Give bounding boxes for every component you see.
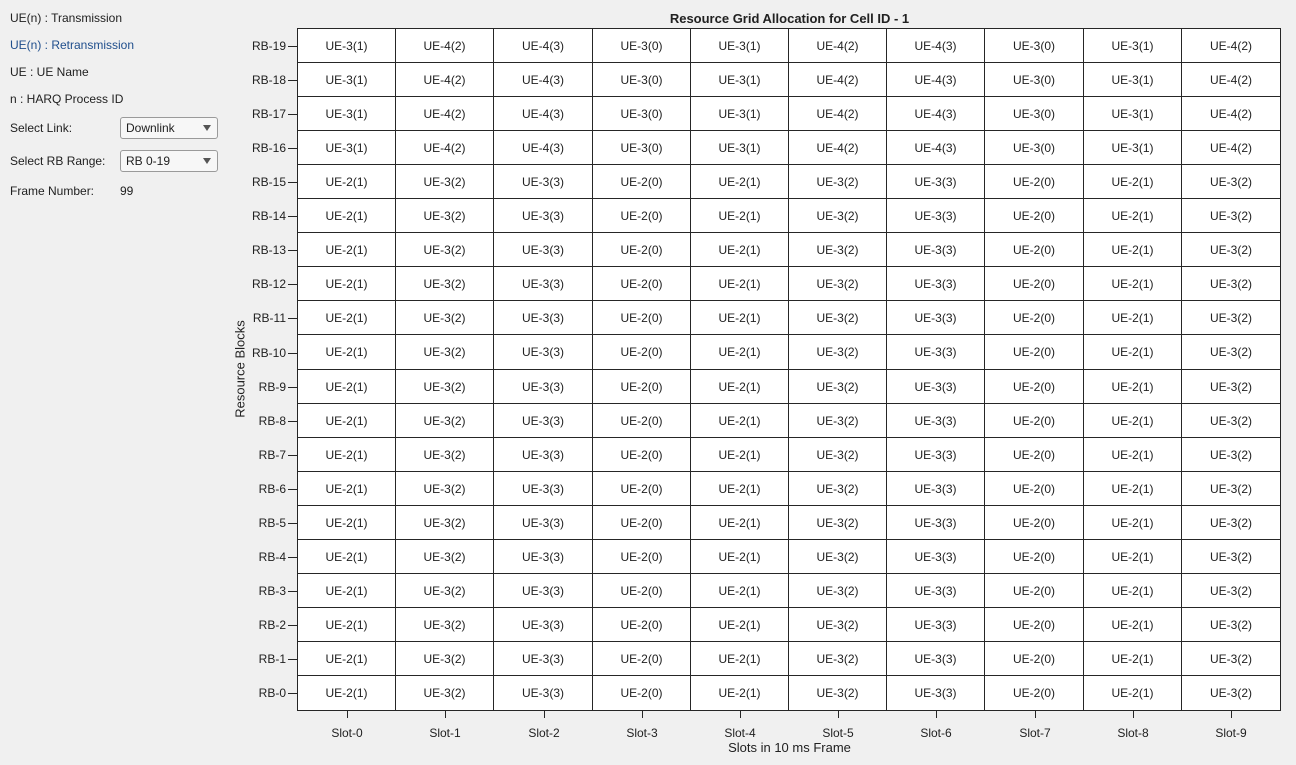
link-dropdown-value: Downlink — [126, 121, 175, 135]
grid-cell[interactable]: UE-2(0) — [593, 472, 691, 506]
grid-cell[interactable]: UE-3(1) — [298, 97, 396, 131]
grid-cell[interactable]: UE-2(0) — [985, 676, 1084, 710]
grid-cell[interactable]: UE-2(1) — [1084, 370, 1182, 404]
grid-cell[interactable]: UE-3(3) — [887, 267, 985, 301]
grid-cell[interactable]: UE-2(1) — [1084, 404, 1182, 438]
grid-cell[interactable]: UE-2(1) — [298, 642, 396, 676]
grid-cell[interactable]: UE-2(1) — [691, 233, 789, 267]
grid-cell[interactable]: UE-2(0) — [593, 404, 691, 438]
x-tick — [1231, 711, 1232, 718]
x-tick — [445, 711, 446, 718]
grid-cell[interactable]: UE-2(0) — [593, 540, 691, 574]
grid-cell[interactable]: UE-3(3) — [494, 199, 593, 233]
grid-cell[interactable]: UE-3(2) — [1182, 370, 1280, 404]
dropdown-arrow-icon — [203, 158, 211, 164]
rb-label: RB-2 — [258, 618, 286, 632]
grid-cell[interactable]: UE-2(1) — [1084, 267, 1182, 301]
y-tick — [288, 182, 297, 183]
y-tick — [288, 625, 297, 626]
grid-cell[interactable]: UE-3(3) — [494, 506, 593, 540]
y-tick — [288, 489, 297, 490]
rb-label: RB-14 — [251, 209, 286, 223]
grid-cell[interactable]: UE-2(1) — [298, 472, 396, 506]
grid-cell[interactable]: UE-2(1) — [1084, 574, 1182, 608]
grid-cell[interactable]: UE-2(1) — [298, 165, 396, 199]
y-tick — [288, 421, 297, 422]
grid-cell[interactable]: UE-3(2) — [789, 165, 887, 199]
y-tick — [288, 557, 297, 558]
grid-cell[interactable]: UE-2(1) — [298, 676, 396, 710]
grid-cell[interactable]: UE-3(1) — [1084, 29, 1182, 63]
grid-cell[interactable]: UE-3(3) — [887, 165, 985, 199]
grid-cell[interactable]: UE-3(1) — [1084, 63, 1182, 97]
grid-cell[interactable]: UE-2(0) — [985, 267, 1084, 301]
x-tick — [936, 711, 937, 718]
rb-label: RB-11 — [252, 311, 286, 325]
grid-cell[interactable]: UE-2(0) — [985, 472, 1084, 506]
slot-label: Slot-9 — [1215, 726, 1247, 740]
grid-cell[interactable]: UE-3(3) — [887, 233, 985, 267]
grid-cell[interactable]: UE-4(3) — [887, 131, 985, 165]
grid-cell[interactable]: UE-3(2) — [789, 608, 887, 642]
x-tick — [740, 711, 741, 718]
grid-cell[interactable]: UE-2(0) — [985, 608, 1084, 642]
grid-cell[interactable]: UE-4(2) — [789, 97, 887, 131]
grid-cell[interactable]: UE-2(1) — [691, 301, 789, 335]
rb-label: RB-9 — [258, 380, 286, 394]
grid-cell[interactable]: UE-2(1) — [1084, 165, 1182, 199]
grid-cell[interactable]: UE-4(2) — [789, 63, 887, 97]
grid-cell[interactable]: UE-3(0) — [593, 97, 691, 131]
grid-cell[interactable]: UE-4(2) — [1182, 29, 1280, 63]
grid-cell[interactable]: UE-3(3) — [494, 574, 593, 608]
grid-cell[interactable]: UE-3(0) — [985, 97, 1084, 131]
grid-cell[interactable]: UE-3(2) — [789, 472, 887, 506]
grid-cell[interactable]: UE-2(1) — [691, 335, 789, 370]
grid-cell[interactable]: UE-3(1) — [298, 131, 396, 165]
grid-cell[interactable]: UE-2(0) — [593, 642, 691, 676]
y-tick — [288, 659, 297, 660]
grid-cell[interactable]: UE-3(3) — [887, 438, 985, 472]
grid-cell[interactable]: UE-4(2) — [396, 97, 494, 131]
grid-cell[interactable]: UE-2(0) — [593, 608, 691, 642]
grid-cell[interactable]: UE-2(0) — [593, 199, 691, 233]
select-rb-range-label: Select RB Range: — [10, 154, 106, 168]
grid-cell[interactable]: UE-2(1) — [298, 574, 396, 608]
grid-cell[interactable]: UE-3(1) — [691, 131, 789, 165]
grid-cell[interactable]: UE-3(2) — [1182, 438, 1280, 472]
grid-cell[interactable]: UE-2(1) — [691, 608, 789, 642]
grid-cell[interactable]: UE-2(1) — [1084, 472, 1182, 506]
slot-label: Slot-1 — [429, 726, 461, 740]
grid-cell[interactable]: UE-2(1) — [298, 233, 396, 267]
grid-cell[interactable]: UE-3(2) — [396, 574, 494, 608]
x-axis-title: Slots in 10 ms Frame — [728, 740, 851, 755]
y-tick — [288, 693, 297, 694]
grid-cell[interactable]: UE-2(1) — [1084, 506, 1182, 540]
y-axis-title: Resource Blocks — [232, 320, 248, 418]
rb-label: RB-1 — [258, 652, 286, 666]
grid-cell[interactable]: UE-3(2) — [1182, 199, 1280, 233]
grid-cell[interactable]: UE-3(2) — [789, 506, 887, 540]
grid-cell[interactable]: UE-3(3) — [494, 438, 593, 472]
grid-cell[interactable]: UE-4(3) — [887, 63, 985, 97]
grid-cell[interactable]: UE-3(3) — [494, 335, 593, 370]
y-tick — [288, 148, 297, 149]
rb-label: RB-10 — [251, 346, 286, 360]
grid-cell[interactable]: UE-3(2) — [396, 165, 494, 199]
grid-cell[interactable]: UE-3(3) — [494, 540, 593, 574]
x-tick — [1133, 711, 1134, 718]
grid-cell[interactable]: UE-3(2) — [789, 642, 887, 676]
grid-cell[interactable]: UE-4(2) — [396, 29, 494, 63]
rb-label: RB-16 — [251, 141, 286, 155]
grid-cell[interactable]: UE-3(2) — [396, 199, 494, 233]
grid-cell[interactable]: UE-3(2) — [1182, 472, 1280, 506]
grid-cell[interactable]: UE-2(0) — [593, 438, 691, 472]
grid-cell[interactable]: UE-2(1) — [298, 438, 396, 472]
grid-cell[interactable]: UE-3(2) — [1182, 233, 1280, 267]
y-tick — [288, 284, 297, 285]
grid-cell[interactable]: UE-2(0) — [593, 574, 691, 608]
slot-label: Slot-8 — [1117, 726, 1149, 740]
grid-cell[interactable]: UE-3(2) — [789, 233, 887, 267]
rb-label: RB-4 — [258, 550, 286, 564]
grid-cell[interactable]: UE-3(1) — [1084, 97, 1182, 131]
rb-range-dropdown-value: RB 0-19 — [126, 154, 171, 168]
grid-cell[interactable]: UE-3(3) — [494, 404, 593, 438]
grid-cell[interactable]: UE-3(1) — [298, 63, 396, 97]
grid-cell[interactable]: UE-2(0) — [593, 506, 691, 540]
y-tick — [288, 216, 297, 217]
grid-cell[interactable]: UE-2(0) — [593, 165, 691, 199]
grid-cell[interactable]: UE-3(3) — [494, 472, 593, 506]
y-tick — [288, 523, 297, 524]
grid-cell[interactable]: UE-2(0) — [985, 438, 1084, 472]
grid-cell[interactable]: UE-3(3) — [887, 676, 985, 710]
grid-cell[interactable]: UE-2(0) — [985, 642, 1084, 676]
grid-cell[interactable]: UE-3(2) — [396, 472, 494, 506]
grid-cell[interactable]: UE-4(2) — [789, 29, 887, 63]
frame-number-value: 99 — [120, 184, 134, 198]
grid-cell[interactable]: UE-3(2) — [396, 301, 494, 335]
grid-cell[interactable]: UE-4(3) — [494, 29, 593, 63]
grid-cell[interactable]: UE-2(0) — [593, 676, 691, 710]
grid-cell[interactable]: UE-3(2) — [1209, 686, 1252, 700]
rb-label: RB-13 — [251, 243, 286, 257]
grid-cell[interactable]: UE-3(2) — [396, 642, 494, 676]
grid-cell[interactable]: UE-3(1) — [298, 29, 396, 63]
grid-cell[interactable]: UE-3(3) — [887, 370, 985, 404]
grid-cell[interactable]: UE-2(0) — [593, 370, 691, 404]
y-tick — [288, 114, 297, 115]
grid-cell[interactable]: UE-3(2) — [789, 676, 887, 710]
grid-cell[interactable]: UE-3(2) — [1182, 335, 1280, 370]
grid-cell[interactable]: UE-3(0) — [593, 29, 691, 63]
grid-cell[interactable]: UE-2(1) — [691, 540, 789, 574]
grid-cell[interactable]: UE-4(2) — [396, 131, 494, 165]
grid-cell[interactable]: UE-3(2) — [789, 335, 887, 370]
grid-cell[interactable]: UE-2(1) — [298, 199, 396, 233]
grid-cell[interactable]: UE-3(2) — [1182, 404, 1280, 438]
grid-cell[interactable]: UE-3(0) — [985, 29, 1084, 63]
grid-cell[interactable]: UE-2(1) — [691, 267, 789, 301]
grid-cell[interactable]: UE-3(3) — [494, 608, 593, 642]
grid-cell[interactable]: UE-2(0) — [593, 301, 691, 335]
y-tick — [288, 387, 297, 388]
grid-cell[interactable]: UE-3(2) — [1182, 267, 1280, 301]
grid-cell[interactable]: UE-2(1) — [298, 370, 396, 404]
grid-cell[interactable]: UE-3(3) — [494, 301, 593, 335]
grid-cell[interactable]: UE-3(2) — [396, 540, 494, 574]
grid-cell[interactable]: UE-3(3) — [494, 165, 593, 199]
y-tick — [288, 80, 297, 81]
rb-label: RB-8 — [258, 414, 286, 428]
grid-cell[interactable]: UE-4(3) — [887, 29, 985, 63]
grid-cell[interactable]: UE-3(3) — [887, 574, 985, 608]
grid-cell[interactable]: UE-4(2) — [1182, 97, 1280, 131]
grid-cell[interactable]: UE-2(0) — [593, 233, 691, 267]
legend-transmission: UE(n) : Transmission — [10, 11, 123, 25]
rb-label: RB-19 — [251, 39, 286, 53]
rb-label: RB-6 — [258, 482, 286, 496]
x-tick — [642, 711, 643, 718]
legend-harq: n : HARQ Process ID — [10, 92, 124, 106]
slot-label: Slot-3 — [626, 726, 658, 740]
rb-range-dropdown[interactable] — [120, 150, 218, 172]
grid-cell[interactable]: UE-3(2) — [789, 540, 887, 574]
grid-cell[interactable]: UE-3(2) — [1182, 642, 1280, 676]
slot-label: Slot-0 — [331, 726, 363, 740]
grid-cell[interactable]: UE-3(2) — [1182, 574, 1280, 608]
grid-cell[interactable]: UE-3(2) — [396, 233, 494, 267]
grid-cell[interactable]: UE-2(0) — [985, 199, 1084, 233]
grid-cell[interactable]: UE-3(2) — [789, 438, 887, 472]
grid-cell[interactable]: UE-3(3) — [494, 370, 593, 404]
grid-cell[interactable]: UE-3(3) — [887, 506, 985, 540]
grid-cell[interactable]: UE-2(1) — [691, 574, 789, 608]
grid-cell[interactable]: UE-2(1) — [691, 370, 789, 404]
grid-cell[interactable]: UE-2(1) — [1084, 608, 1182, 642]
grid-cell[interactable]: UE-2(0) — [985, 574, 1084, 608]
grid-cell[interactable]: UE-2(1) — [691, 472, 789, 506]
grid-cell[interactable]: UE-2(1) — [1084, 335, 1182, 370]
grid-cell[interactable]: UE-4(2) — [1182, 63, 1280, 97]
slot-label: Slot-7 — [1019, 726, 1051, 740]
rb-label: RB-7 — [258, 448, 286, 462]
grid-cell[interactable]: UE-2(1) — [1084, 199, 1182, 233]
grid-cell[interactable]: UE-3(2) — [789, 199, 887, 233]
select-link-label: Select Link: — [10, 121, 73, 135]
grid-cell[interactable]: UE-2(0) — [985, 335, 1084, 370]
grid-cell[interactable]: UE-3(3) — [887, 642, 985, 676]
grid-cell[interactable]: UE-3(2) — [789, 574, 887, 608]
legend-ue-name: UE : UE Name — [10, 65, 89, 79]
y-tick — [288, 455, 297, 456]
grid-cell[interactable]: UE-3(0) — [593, 63, 691, 97]
grid-cell[interactable]: UE-4(2) — [396, 63, 494, 97]
legend-retransmission: UE(n) : Retransmission — [10, 38, 135, 52]
grid-cell[interactable]: UE-2(0) — [985, 540, 1084, 574]
grid-cell[interactable]: UE-2(1) — [1084, 642, 1182, 676]
grid-cell[interactable]: UE-2(1) — [691, 199, 789, 233]
grid-cell[interactable]: UE-2(0) — [985, 506, 1084, 540]
grid-cell[interactable]: UE-3(3) — [887, 335, 985, 370]
resource-grid — [297, 28, 1281, 711]
rb-label: RB-15 — [251, 175, 286, 189]
slot-label: Slot-5 — [822, 726, 854, 740]
grid-cell[interactable]: UE-3(2) — [1182, 608, 1280, 642]
grid-cell[interactable]: UE-2(1) — [298, 506, 396, 540]
grid-cell[interactable]: UE-4(3) — [887, 97, 985, 131]
grid-cell[interactable]: UE-3(1) — [1084, 131, 1182, 165]
grid-cell[interactable]: UE-3(2) — [396, 438, 494, 472]
grid-cell[interactable]: UE-3(2) — [1182, 540, 1280, 574]
grid-cell[interactable]: UE-4(3) — [494, 97, 593, 131]
grid-cell[interactable]: UE-3(2) — [396, 608, 494, 642]
grid-cell[interactable]: UE-3(3) — [494, 642, 593, 676]
grid-cell[interactable]: UE-3(2) — [396, 370, 494, 404]
grid-cell[interactable]: UE-4(3) — [494, 63, 593, 97]
grid-cell[interactable]: UE-2(1) — [691, 642, 789, 676]
grid-cell[interactable]: UE-2(0) — [985, 233, 1084, 267]
grid-cell[interactable]: UE-2(1) — [691, 165, 789, 199]
grid-cell[interactable]: UE-3(2) — [1182, 165, 1280, 199]
grid-cell[interactable]: UE-2(0) — [985, 404, 1084, 438]
grid-cell[interactable]: UE-3(3) — [887, 472, 985, 506]
grid-cell[interactable]: UE-3(0) — [985, 131, 1084, 165]
grid-cell[interactable]: UE-3(3) — [887, 199, 985, 233]
grid-cell[interactable]: UE-3(2) — [1182, 301, 1280, 335]
grid-cell[interactable]: UE-2(1) — [1084, 233, 1182, 267]
grid-cell[interactable]: UE-2(0) — [985, 370, 1084, 404]
rb-label: RB-18 — [251, 73, 286, 87]
grid-title: Resource Grid Allocation for Cell ID - 1 — [669, 11, 910, 26]
grid-cell[interactable]: UE-3(3) — [494, 267, 593, 301]
y-tick — [288, 591, 297, 592]
rb-label: RB-5 — [258, 516, 286, 530]
grid-cell[interactable]: UE-3(1) — [691, 63, 789, 97]
frame-number-label: Frame Number: — [10, 184, 95, 198]
x-tick — [1035, 711, 1036, 718]
rb-label: RB-17 — [251, 107, 286, 121]
grid-cell[interactable]: UE-2(1) — [691, 676, 789, 710]
grid-cell[interactable]: UE-3(2) — [1182, 506, 1280, 540]
grid-cell[interactable]: UE-2(1) — [298, 404, 396, 438]
slot-label: Slot-2 — [528, 726, 560, 740]
x-tick — [838, 711, 839, 718]
grid-cell[interactable]: UE-2(0) — [593, 335, 691, 370]
grid-cell[interactable]: UE-3(2) — [789, 370, 887, 404]
grid-cell[interactable]: UE-2(0) — [985, 301, 1084, 335]
grid-cell[interactable]: UE-2(1) — [691, 404, 789, 438]
grid-cell[interactable]: UE-3(2) — [396, 676, 494, 710]
rb-label: RB-3 — [258, 584, 286, 598]
grid-cell[interactable]: UE-3(3) — [887, 301, 985, 335]
grid-cell[interactable]: UE-2(1) — [298, 608, 396, 642]
grid-cell[interactable]: UE-3(0) — [593, 131, 691, 165]
grid-cell[interactable]: UE-4(2) — [789, 131, 887, 165]
grid-cell[interactable]: UE-2(1) — [691, 506, 789, 540]
grid-cell[interactable]: UE-3(2) — [396, 506, 494, 540]
grid-cell[interactable]: UE-3(2) — [789, 267, 887, 301]
grid-cell[interactable]: UE-3(2) — [396, 267, 494, 301]
grid-cell[interactable]: UE-2(1) — [691, 438, 789, 472]
x-tick — [544, 711, 545, 718]
grid-cell[interactable]: UE-2(1) — [1084, 540, 1182, 574]
grid-cell[interactable]: UE-2(1) — [298, 301, 396, 335]
y-tick — [288, 318, 297, 319]
grid-cell[interactable]: UE-3(3) — [887, 608, 985, 642]
grid-cell[interactable]: UE-2(1) — [298, 267, 396, 301]
link-dropdown[interactable] — [120, 117, 218, 139]
grid-cell[interactable]: UE-3(1) — [691, 29, 789, 63]
x-tick — [347, 711, 348, 718]
y-tick — [288, 353, 297, 354]
grid-cell[interactable]: UE-3(2) — [789, 301, 887, 335]
grid-cell[interactable]: UE-3(2) — [396, 404, 494, 438]
grid-cell[interactable]: UE-2(0) — [593, 267, 691, 301]
grid-cell[interactable]: UE-2(0) — [985, 165, 1084, 199]
grid-cell[interactable]: UE-2(1) — [1084, 676, 1182, 710]
y-tick — [288, 46, 297, 47]
grid-cell[interactable]: UE-3(0) — [985, 63, 1084, 97]
slot-label: Slot-6 — [920, 726, 952, 740]
grid-cell[interactable]: UE-2(1) — [298, 335, 396, 370]
grid-cell[interactable]: UE-3(3) — [887, 404, 985, 438]
grid-cell[interactable]: UE-3(3) — [494, 233, 593, 267]
grid-cell[interactable]: UE-4(3) — [494, 131, 593, 165]
dropdown-arrow-icon — [203, 125, 211, 131]
rb-label: RB-0 — [258, 686, 286, 700]
grid-cell[interactable]: UE-2(1) — [1084, 301, 1182, 335]
grid-cell[interactable]: UE-3(2) — [789, 404, 887, 438]
grid-cell[interactable]: UE-3(3) — [494, 676, 593, 710]
y-tick — [288, 250, 297, 251]
grid-cell[interactable]: UE-3(3) — [887, 540, 985, 574]
grid-cell[interactable]: UE-3(2) — [396, 335, 494, 370]
grid-cell[interactable]: UE-4(2) — [1182, 131, 1280, 165]
grid-cell[interactable]: UE-2(1) — [1084, 438, 1182, 472]
slot-label: Slot-4 — [724, 726, 756, 740]
grid-cell[interactable]: UE-3(1) — [691, 97, 789, 131]
rb-label: RB-12 — [251, 277, 286, 291]
grid-cell[interactable]: UE-2(1) — [298, 540, 396, 574]
